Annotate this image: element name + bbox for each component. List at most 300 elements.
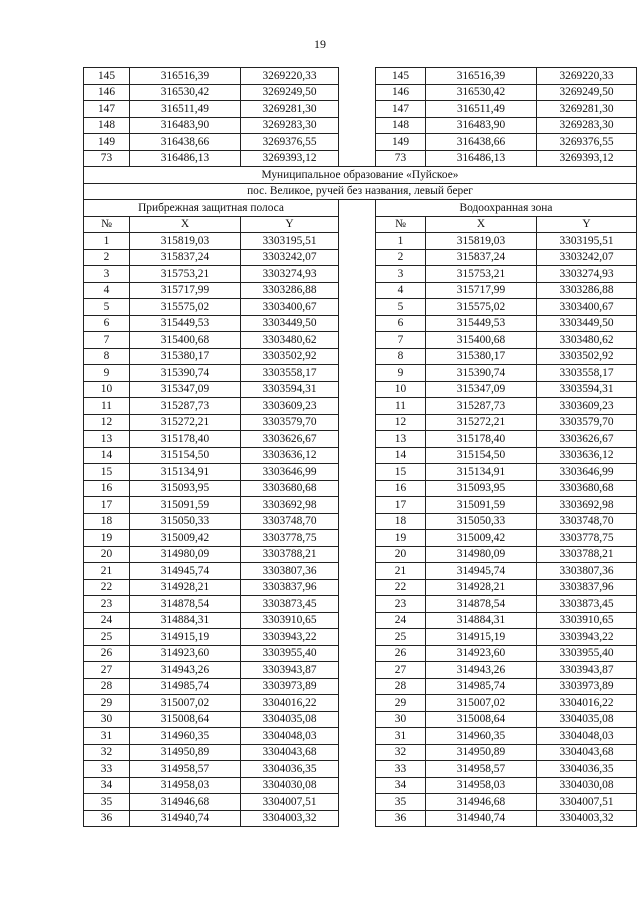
- column-gap: [339, 381, 376, 398]
- table-row: [84, 299, 637, 316]
- left-num-cell: 29: [84, 695, 130, 712]
- left-y-cell: 3303286,88: [241, 282, 339, 299]
- right-y-cell: 3303636,12: [537, 447, 637, 464]
- table-row: [84, 563, 637, 580]
- column-gap: [339, 464, 376, 481]
- left-num-cell: 149: [84, 134, 130, 151]
- left-y-cell: 3303748,70: [241, 513, 339, 530]
- left-num-cell: 8: [84, 348, 130, 365]
- left-y-cell: 3269393,12: [241, 150, 339, 167]
- left-x-cell: 316486,13: [130, 150, 241, 167]
- right-num-cell: 3: [376, 266, 426, 283]
- right-x-cell: 315753,21: [426, 266, 537, 283]
- right-y-cell: 3303579,70: [537, 414, 637, 431]
- table-row: [84, 101, 637, 118]
- right-y-cell: 3269283,30: [537, 117, 637, 134]
- table-row: [84, 711, 637, 728]
- left-y-cell: 3303609,23: [241, 398, 339, 415]
- column-gap: [339, 134, 376, 151]
- right-x-cell: 316516,39: [426, 68, 537, 85]
- left-y-cell: 3303943,22: [241, 629, 339, 646]
- table-row: [84, 365, 637, 382]
- left-x-cell: 315717,99: [130, 282, 241, 299]
- right-x-cell: 314958,03: [426, 777, 537, 794]
- right-num-cell: 10: [376, 381, 426, 398]
- left-y-cell: 3303449,50: [241, 315, 339, 332]
- left-x-cell: 315154,50: [130, 447, 241, 464]
- left-x-cell: 314940,74: [130, 810, 241, 827]
- right-x-cell: 316486,13: [426, 150, 537, 167]
- right-num-cell: 20: [376, 546, 426, 563]
- left-num-cell: 15: [84, 464, 130, 481]
- left-num-cell: 36: [84, 810, 130, 827]
- left-x-cell: 315390,74: [130, 365, 241, 382]
- right-num-cell: 11: [376, 398, 426, 415]
- left-y-cell: 3303873,45: [241, 596, 339, 613]
- left-x-cell: 315347,09: [130, 381, 241, 398]
- left-num-cell: 26: [84, 645, 130, 662]
- column-gap: [339, 662, 376, 679]
- right-num-cell: 33: [376, 761, 426, 778]
- left-y-cell: 3304016,22: [241, 695, 339, 712]
- right-num-cell: 28: [376, 678, 426, 695]
- column-gap: [339, 513, 376, 530]
- right-num-cell: 149: [376, 134, 426, 151]
- left-num-cell: 7: [84, 332, 130, 349]
- right-y-cell: 3303910,65: [537, 612, 637, 629]
- right-num-cell: 5: [376, 299, 426, 316]
- left-y-cell: 3303480,62: [241, 332, 339, 349]
- left-num-cell: 27: [84, 662, 130, 679]
- column-gap: [339, 200, 376, 217]
- left-y-cell: 3304043,68: [241, 744, 339, 761]
- left-num-cell: 5: [84, 299, 130, 316]
- left-y-cell: 3303955,40: [241, 645, 339, 662]
- right-y-cell: 3303807,36: [537, 563, 637, 580]
- column-gap: [339, 68, 376, 85]
- left-y-cell: 3303910,65: [241, 612, 339, 629]
- left-y-cell: 3303579,70: [241, 414, 339, 431]
- left-y-cell: 3269376,55: [241, 134, 339, 151]
- left-y-cell: 3304048,03: [241, 728, 339, 745]
- right-y-cell: 3269281,30: [537, 101, 637, 118]
- right-num-cell: 14: [376, 447, 426, 464]
- left-x-cell: 314945,74: [130, 563, 241, 580]
- left-zone-title: Прибрежная защитная полоса: [84, 200, 339, 217]
- left-x-cell: 315009,42: [130, 530, 241, 547]
- left-x-cell: 316483,90: [130, 117, 241, 134]
- right-x-cell: 315717,99: [426, 282, 537, 299]
- right-y-cell: 3304030,08: [537, 777, 637, 794]
- left-num-cell: 2: [84, 249, 130, 266]
- left-num-cell: 3: [84, 266, 130, 283]
- right-x-cell: 314980,09: [426, 546, 537, 563]
- column-gap: [339, 315, 376, 332]
- left-num-cell: 33: [84, 761, 130, 778]
- right-num-cell: 18: [376, 513, 426, 530]
- right-x-cell: 315380,17: [426, 348, 537, 365]
- zone-title-row: [84, 200, 637, 217]
- right-num-cell: 22: [376, 579, 426, 596]
- left-num-cell: 31: [84, 728, 130, 745]
- right-num-cell: 12: [376, 414, 426, 431]
- left-y-cell: 3304036,35: [241, 761, 339, 778]
- left-x-cell: 316511,49: [130, 101, 241, 118]
- right-num-cell: 26: [376, 645, 426, 662]
- column-gap: [339, 629, 376, 646]
- table-row: [84, 266, 637, 283]
- column-gap: [339, 645, 376, 662]
- right-num-cell: 1: [376, 233, 426, 250]
- left-x-cell: 314915,19: [130, 629, 241, 646]
- right-x-cell: 314950,89: [426, 744, 537, 761]
- right-x-cell: 314945,74: [426, 563, 537, 580]
- right-num-cell: 19: [376, 530, 426, 547]
- left-num-cell: 22: [84, 579, 130, 596]
- left-x-cell: 314960,35: [130, 728, 241, 745]
- left-y-cell: 3303558,17: [241, 365, 339, 382]
- right-y-cell: 3303449,50: [537, 315, 637, 332]
- left-y-cell: 3303636,12: [241, 447, 339, 464]
- right-y-cell: 3269220,33: [537, 68, 637, 85]
- column-gap: [339, 678, 376, 695]
- right-y-cell: 3303778,75: [537, 530, 637, 547]
- left-y-cell: 3303594,31: [241, 381, 339, 398]
- right-y-cell: 3303973,89: [537, 678, 637, 695]
- table-row: [84, 629, 637, 646]
- column-gap: [339, 348, 376, 365]
- right-x-cell: 314960,35: [426, 728, 537, 745]
- table-row: [84, 233, 637, 250]
- table-row: [84, 84, 637, 101]
- left-x-cell: 314958,03: [130, 777, 241, 794]
- table-row: [84, 282, 637, 299]
- right-y-cell: 3303955,40: [537, 645, 637, 662]
- column-gap: [339, 777, 376, 794]
- right-x-cell: 315287,73: [426, 398, 537, 415]
- left-x-cell: 314958,57: [130, 761, 241, 778]
- column-gap: [339, 233, 376, 250]
- right-x-cell: 315575,02: [426, 299, 537, 316]
- right-y-cell: 3303680,68: [537, 480, 637, 497]
- right-x-cell: 314923,60: [426, 645, 537, 662]
- table-row: [84, 315, 637, 332]
- right-num-cell: 13: [376, 431, 426, 448]
- right-x-cell: 316438,66: [426, 134, 537, 151]
- column-gap: [339, 744, 376, 761]
- left-num-cell: 73: [84, 150, 130, 167]
- right-y-cell: 3303692,98: [537, 497, 637, 514]
- right-x-cell: 315837,24: [426, 249, 537, 266]
- right-num-cell: 145: [376, 68, 426, 85]
- column-gap: [339, 398, 376, 415]
- right-y-cell: 3303748,70: [537, 513, 637, 530]
- column-gap: [339, 480, 376, 497]
- table-row: [84, 414, 637, 431]
- left-num-cell: 30: [84, 711, 130, 728]
- right-y-cell: 3303943,87: [537, 662, 637, 679]
- right-y-cell: 3303286,88: [537, 282, 637, 299]
- left-y-cell: 3269249,50: [241, 84, 339, 101]
- right-num-cell: 25: [376, 629, 426, 646]
- left-y-cell: 3304035,08: [241, 711, 339, 728]
- column-gap: [339, 365, 376, 382]
- right-num-cell: 73: [376, 150, 426, 167]
- table-row: [84, 431, 637, 448]
- right-x-cell: 315134,91: [426, 464, 537, 481]
- right-num-cell: 2: [376, 249, 426, 266]
- column-gap: [339, 695, 376, 712]
- right-y-cell: 3304035,08: [537, 711, 637, 728]
- right-num-header: №: [376, 216, 426, 233]
- column-gap: [339, 414, 376, 431]
- right-zone-title: Водоохранная зона: [376, 200, 637, 217]
- left-num-cell: 25: [84, 629, 130, 646]
- right-x-cell: 315272,21: [426, 414, 537, 431]
- column-gap: [339, 579, 376, 596]
- column-gap: [339, 282, 376, 299]
- left-num-cell: 28: [84, 678, 130, 695]
- column-gap: [339, 546, 376, 563]
- right-x-cell: 315390,74: [426, 365, 537, 382]
- left-x-cell: 314950,89: [130, 744, 241, 761]
- table-row: [84, 794, 637, 811]
- left-num-cell: 12: [84, 414, 130, 431]
- right-y-cell: 3303837,96: [537, 579, 637, 596]
- right-x-cell: 314884,31: [426, 612, 537, 629]
- left-num-cell: 35: [84, 794, 130, 811]
- right-y-cell: 3303788,21: [537, 546, 637, 563]
- right-y-cell: 3303626,67: [537, 431, 637, 448]
- left-num-cell: 17: [84, 497, 130, 514]
- right-y-cell: 3303242,07: [537, 249, 637, 266]
- table-row: [84, 612, 637, 629]
- location-row: [84, 183, 637, 200]
- right-x-cell: 314985,74: [426, 678, 537, 695]
- right-num-cell: 34: [376, 777, 426, 794]
- left-num-cell: 11: [84, 398, 130, 415]
- right-x-cell: 315178,40: [426, 431, 537, 448]
- right-y-cell: 3303274,93: [537, 266, 637, 283]
- left-num-cell: 147: [84, 101, 130, 118]
- right-x-cell: 315819,03: [426, 233, 537, 250]
- right-num-cell: 29: [376, 695, 426, 712]
- right-num-cell: 17: [376, 497, 426, 514]
- right-x-cell: 314946,68: [426, 794, 537, 811]
- table-row: [84, 678, 637, 695]
- left-y-cell: 3303400,67: [241, 299, 339, 316]
- column-gap: [339, 728, 376, 745]
- right-y-cell: 3303873,45: [537, 596, 637, 613]
- left-num-cell: 10: [84, 381, 130, 398]
- table-row: [84, 810, 637, 827]
- right-x-cell: 315008,64: [426, 711, 537, 728]
- left-x-cell: 316530,42: [130, 84, 241, 101]
- table-row: [84, 480, 637, 497]
- coordinates-table-body: [84, 68, 637, 827]
- column-gap: [339, 596, 376, 613]
- right-x-cell: 314958,57: [426, 761, 537, 778]
- left-x-cell: 315837,24: [130, 249, 241, 266]
- left-num-cell: 9: [84, 365, 130, 382]
- column-gap: [339, 150, 376, 167]
- left-x-cell: 314928,21: [130, 579, 241, 596]
- column-gap: [339, 84, 376, 101]
- right-y-cell: 3304036,35: [537, 761, 637, 778]
- left-y-cell: 3269283,30: [241, 117, 339, 134]
- right-y-cell: 3304007,51: [537, 794, 637, 811]
- left-x-cell: 314943,26: [130, 662, 241, 679]
- left-x-cell: 315178,40: [130, 431, 241, 448]
- right-num-cell: 4: [376, 282, 426, 299]
- table-row: [84, 645, 637, 662]
- left-x-header: X: [130, 216, 241, 233]
- right-x-cell: 315347,09: [426, 381, 537, 398]
- left-y-cell: 3303502,92: [241, 348, 339, 365]
- left-x-cell: 316438,66: [130, 134, 241, 151]
- left-x-cell: 315093,95: [130, 480, 241, 497]
- column-gap: [339, 332, 376, 349]
- right-x-cell: 315449,53: [426, 315, 537, 332]
- right-num-cell: 148: [376, 117, 426, 134]
- right-num-cell: 27: [376, 662, 426, 679]
- right-x-cell: 315400,68: [426, 332, 537, 349]
- column-header-row: [84, 216, 637, 233]
- right-x-cell: 314878,54: [426, 596, 537, 613]
- right-y-cell: 3303646,99: [537, 464, 637, 481]
- column-gap: [339, 563, 376, 580]
- column-gap: [339, 266, 376, 283]
- left-y-cell: 3303973,89: [241, 678, 339, 695]
- left-y-header: Y: [241, 216, 339, 233]
- column-gap: [339, 497, 376, 514]
- left-x-cell: 315449,53: [130, 315, 241, 332]
- table-row: [84, 381, 637, 398]
- table-row: [84, 447, 637, 464]
- right-y-cell: 3303195,51: [537, 233, 637, 250]
- right-x-cell: 314940,74: [426, 810, 537, 827]
- left-num-cell: 6: [84, 315, 130, 332]
- table-row: [84, 398, 637, 415]
- left-num-cell: 16: [84, 480, 130, 497]
- table-row: [84, 596, 637, 613]
- left-y-cell: 3303626,67: [241, 431, 339, 448]
- table-row: [84, 513, 637, 530]
- right-x-cell: 315050,33: [426, 513, 537, 530]
- right-num-cell: 15: [376, 464, 426, 481]
- table-row: [84, 464, 637, 481]
- left-y-cell: 3303807,36: [241, 563, 339, 580]
- table-row: [84, 744, 637, 761]
- right-num-cell: 36: [376, 810, 426, 827]
- right-x-cell: 315007,02: [426, 695, 537, 712]
- left-x-cell: 315400,68: [130, 332, 241, 349]
- right-x-cell: 314928,21: [426, 579, 537, 596]
- right-num-cell: 35: [376, 794, 426, 811]
- table-row: [84, 117, 637, 134]
- left-y-cell: 3304007,51: [241, 794, 339, 811]
- right-y-cell: 3269393,12: [537, 150, 637, 167]
- right-x-header: X: [426, 216, 537, 233]
- column-gap: [339, 810, 376, 827]
- right-y-cell: 3304048,03: [537, 728, 637, 745]
- left-y-cell: 3303943,87: [241, 662, 339, 679]
- left-y-cell: 3303274,93: [241, 266, 339, 283]
- right-y-cell: 3303502,92: [537, 348, 637, 365]
- right-x-cell: 314943,26: [426, 662, 537, 679]
- column-gap: [339, 249, 376, 266]
- table-row: [84, 332, 637, 349]
- table-row: [84, 777, 637, 794]
- table-row: [84, 728, 637, 745]
- left-num-cell: 21: [84, 563, 130, 580]
- left-x-cell: 314884,31: [130, 612, 241, 629]
- left-y-cell: 3303680,68: [241, 480, 339, 497]
- right-y-cell: 3269376,55: [537, 134, 637, 151]
- left-y-cell: 3303692,98: [241, 497, 339, 514]
- column-gap: [339, 612, 376, 629]
- left-num-cell: 4: [84, 282, 130, 299]
- right-num-cell: 6: [376, 315, 426, 332]
- left-x-cell: 315575,02: [130, 299, 241, 316]
- right-num-cell: 9: [376, 365, 426, 382]
- right-y-cell: 3303400,67: [537, 299, 637, 316]
- column-gap: [339, 299, 376, 316]
- right-num-cell: 21: [376, 563, 426, 580]
- right-x-cell: 314915,19: [426, 629, 537, 646]
- left-num-cell: 34: [84, 777, 130, 794]
- left-num-cell: 13: [84, 431, 130, 448]
- left-y-cell: 3303646,99: [241, 464, 339, 481]
- left-y-cell: 3304003,32: [241, 810, 339, 827]
- left-x-cell: 315272,21: [130, 414, 241, 431]
- left-x-cell: 315091,59: [130, 497, 241, 514]
- right-y-cell: 3304003,32: [537, 810, 637, 827]
- right-y-cell: 3304016,22: [537, 695, 637, 712]
- right-num-cell: 31: [376, 728, 426, 745]
- table-row: [84, 761, 637, 778]
- column-gap: [339, 101, 376, 118]
- right-y-cell: 3269249,50: [537, 84, 637, 101]
- left-y-cell: 3269281,30: [241, 101, 339, 118]
- column-gap: [339, 117, 376, 134]
- left-y-cell: 3303788,21: [241, 546, 339, 563]
- left-num-cell: 32: [84, 744, 130, 761]
- table-row: [84, 249, 637, 266]
- left-num-cell: 145: [84, 68, 130, 85]
- right-y-cell: 3303480,62: [537, 332, 637, 349]
- right-x-cell: 315009,42: [426, 530, 537, 547]
- left-x-cell: 315007,02: [130, 695, 241, 712]
- column-gap: [339, 447, 376, 464]
- column-gap: [339, 216, 376, 233]
- left-y-cell: 3303195,51: [241, 233, 339, 250]
- left-x-cell: 314923,60: [130, 645, 241, 662]
- left-num-cell: 14: [84, 447, 130, 464]
- left-x-cell: 315008,64: [130, 711, 241, 728]
- table-row: [84, 662, 637, 679]
- table-row: [84, 579, 637, 596]
- left-y-cell: 3303242,07: [241, 249, 339, 266]
- table-row: [84, 695, 637, 712]
- table-row: [84, 150, 637, 167]
- left-y-cell: 3304030,08: [241, 777, 339, 794]
- right-x-cell: 316530,42: [426, 84, 537, 101]
- right-num-cell: 16: [376, 480, 426, 497]
- municipality-heading: Муниципальное образование «Пуйское»: [84, 167, 637, 184]
- column-gap: [339, 794, 376, 811]
- left-num-cell: 18: [84, 513, 130, 530]
